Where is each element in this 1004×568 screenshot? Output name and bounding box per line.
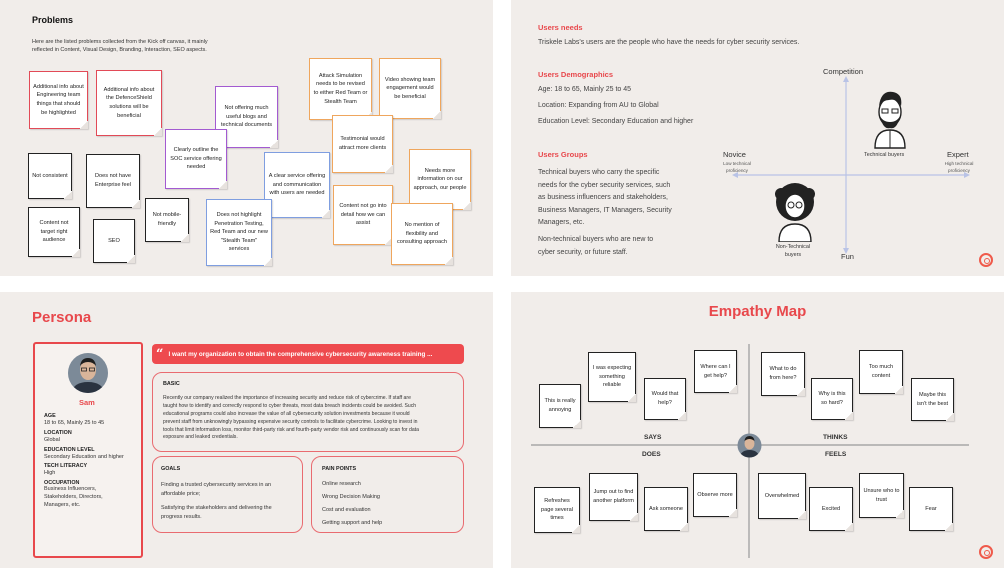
- sticky-note: SEO: [93, 219, 135, 263]
- sticky-note: Not offering much useful blogs and technical documents: [215, 86, 278, 148]
- axis-right-label: Expert: [947, 150, 969, 159]
- persona-basic-card: [152, 372, 464, 452]
- thinks-note: Why is this so hard?: [811, 378, 853, 420]
- empathy-map-slide: [511, 292, 1004, 568]
- persona-goals-card: [152, 456, 303, 533]
- users-needs-text: Triskele Labs's users are the people who have the needs for cyber security services.: [538, 39, 800, 46]
- sticky-note: Content not target right audience: [28, 207, 80, 257]
- feels-note: Unsure who to trust: [859, 473, 904, 518]
- sticky-note: Not mobile-friendly: [145, 198, 189, 242]
- says-label: SAYS: [644, 434, 662, 441]
- brand-logo-icon: [979, 545, 993, 559]
- goal-2: Satisfying the stakeholders and delivering the progress results.: [161, 505, 272, 520]
- thinks-note: What to do from here?: [761, 352, 805, 396]
- problems-intro-1: Here are the listed problems collected from the Kick off canvas, it mainly: [32, 39, 208, 45]
- axis-left-label: Novice: [723, 150, 746, 159]
- non-technical-buyer-illustration: [773, 180, 817, 242]
- sticky-note: Clearly outline the SOC service offering needed: [165, 129, 227, 189]
- thinks-note: Too much content: [859, 350, 903, 394]
- persona-quote: I want my organization to obtain the comprehensive cybersecurity awareness training ...: [168, 350, 433, 358]
- feels-label: FEELS: [825, 451, 847, 458]
- persona-quote-banner: [152, 344, 464, 364]
- persona-slide: [0, 292, 493, 568]
- basic-text: Recently our company realized the importance of increasing security and reduce risk of cybercrime. If staff are taught how to identify and correctly respond to cyber threats, most data breach incidents could be avoided. Such educational programs could also increase the value of all cybersecurity solution investments because it would prevent staff from unknowingly bypassing expensive security controls to facilitate cybercrime. Looking to invest in tools that limit information loss, monitor third-party risk and fourth-party vendor risk and continuously scan for data exposure and leaked credentials.: [163, 395, 419, 441]
- persona-name: Sam: [79, 398, 95, 407]
- users-slide: [511, 0, 1004, 276]
- does-note: Refreshes page several times: [534, 487, 580, 533]
- thinks-note: Maybe this isn't the best: [911, 378, 954, 421]
- sticky-note: Not consistent: [28, 153, 72, 199]
- technical-buyer-illustration: [869, 86, 911, 150]
- pain-points-label: PAIN POINTS: [322, 466, 357, 472]
- persona-pain-points-card: [311, 456, 464, 533]
- sticky-note: Does not highlight Penetration Testing, Red Team and our new "Stealth Team" services: [206, 199, 272, 266]
- problems-slide: [0, 0, 493, 276]
- users-demo-location: Location: Expanding from AU to Global: [538, 102, 659, 109]
- problems-title: Problems: [32, 15, 74, 25]
- goals-label: GOALS: [161, 466, 181, 472]
- pain-point-item: Online research: [322, 481, 361, 487]
- users-demo-education: Education Level: Secondary Education and higher: [538, 118, 694, 125]
- sticky-note: Additional info about Engineering team things that should be highlighted: [29, 71, 88, 129]
- axis-bottom-label: Fun: [841, 252, 854, 261]
- users-groups-text-1: Technical buyers who carry the specific needs for the cyber security services, such as business influencers and stakeholders, Business Managers, IT Managers, Security Managers, etc.: [538, 169, 672, 226]
- users-needs-title: Users needs: [538, 23, 583, 32]
- sticky-note: Testimonial would attract more clients: [332, 115, 393, 173]
- axis-left-sub: Low technical proficiency: [723, 161, 751, 173]
- does-note: Observe more: [693, 473, 737, 517]
- technical-buyers-label: Technical buyers: [864, 152, 905, 158]
- brand-logo-icon: [979, 253, 993, 267]
- says-note: This is really annoying: [539, 384, 581, 428]
- says-note: I was expecting something reliable: [588, 352, 636, 402]
- pain-point-item: Cost and evaluation: [322, 507, 371, 513]
- sticky-note: Content not go into detail how we can assist: [333, 185, 393, 245]
- users-groups-title: Users Groups: [538, 150, 588, 159]
- persona-title: Persona: [32, 309, 92, 326]
- empathy-center-avatar: [737, 433, 762, 458]
- pain-point-item: Getting support and help: [322, 520, 383, 526]
- axis-right-sub: High technical proficiency: [944, 161, 974, 173]
- does-label: DOES: [642, 451, 661, 458]
- empathy-map-title: Empathy Map: [708, 303, 807, 320]
- feels-note: Excited: [809, 487, 853, 531]
- sticky-note: A clear service offering and communication with users are needed: [264, 152, 330, 218]
- problems-intro-2: reflected in Content, Visual Design, Branding, Interaction, SEO aspects.: [32, 47, 207, 53]
- feels-note: Fear: [909, 487, 953, 531]
- users-groups-text-2: Non-technical buyers who are new to cyber security, or future staff.: [538, 236, 654, 256]
- non-technical-buyers-label: Non-Technical buyers: [775, 244, 811, 259]
- axis-top-label: Competition: [823, 67, 864, 76]
- persona-avatar: [67, 352, 109, 394]
- feels-note: Overwhelmed: [758, 473, 806, 519]
- sticky-note: Additional info about the DefenceShield solutions will be beneficial: [96, 70, 162, 136]
- says-note: Would that help?: [644, 378, 686, 420]
- pain-point-item: Wrong Decision Making: [322, 494, 380, 500]
- thinks-label: THINKS: [823, 434, 848, 441]
- persona-details: AGE 18 to 65, Mainly 25 to 45 LOCATION Global EDUCATION LEVEL Secondary Education and higher TECH LITERACY High OCCUPATION Business Influencers, Stakeholders, Directors, Managers, etc.: [44, 413, 124, 508]
- does-note: Jump out to find another platform: [589, 473, 638, 521]
- users-demographics-title: Users Demographics: [538, 70, 614, 79]
- goal-1: Finding a trusted cybersecurity services in an affordable price;: [161, 482, 272, 497]
- sticky-note: Needs more information on our approach, our people: [409, 149, 471, 210]
- does-note: Ask someone: [644, 487, 688, 531]
- sticky-note: Does not have Enterprise feel: [86, 154, 140, 208]
- sticky-note: No mention of flexibility and consulting approach: [391, 203, 453, 265]
- users-demo-age: Age: 18 to 65, Mainly 25 to 45: [538, 86, 632, 93]
- quote-icon: “: [156, 346, 164, 362]
- says-note: Where can I get help?: [694, 350, 737, 393]
- sticky-note: Video showing team engagement would be beneficial: [379, 58, 441, 119]
- basic-label: BASIC: [163, 381, 180, 387]
- sticky-note: Attack Simulation needs to be revised to either Red Team or Stealth Team: [309, 58, 372, 120]
